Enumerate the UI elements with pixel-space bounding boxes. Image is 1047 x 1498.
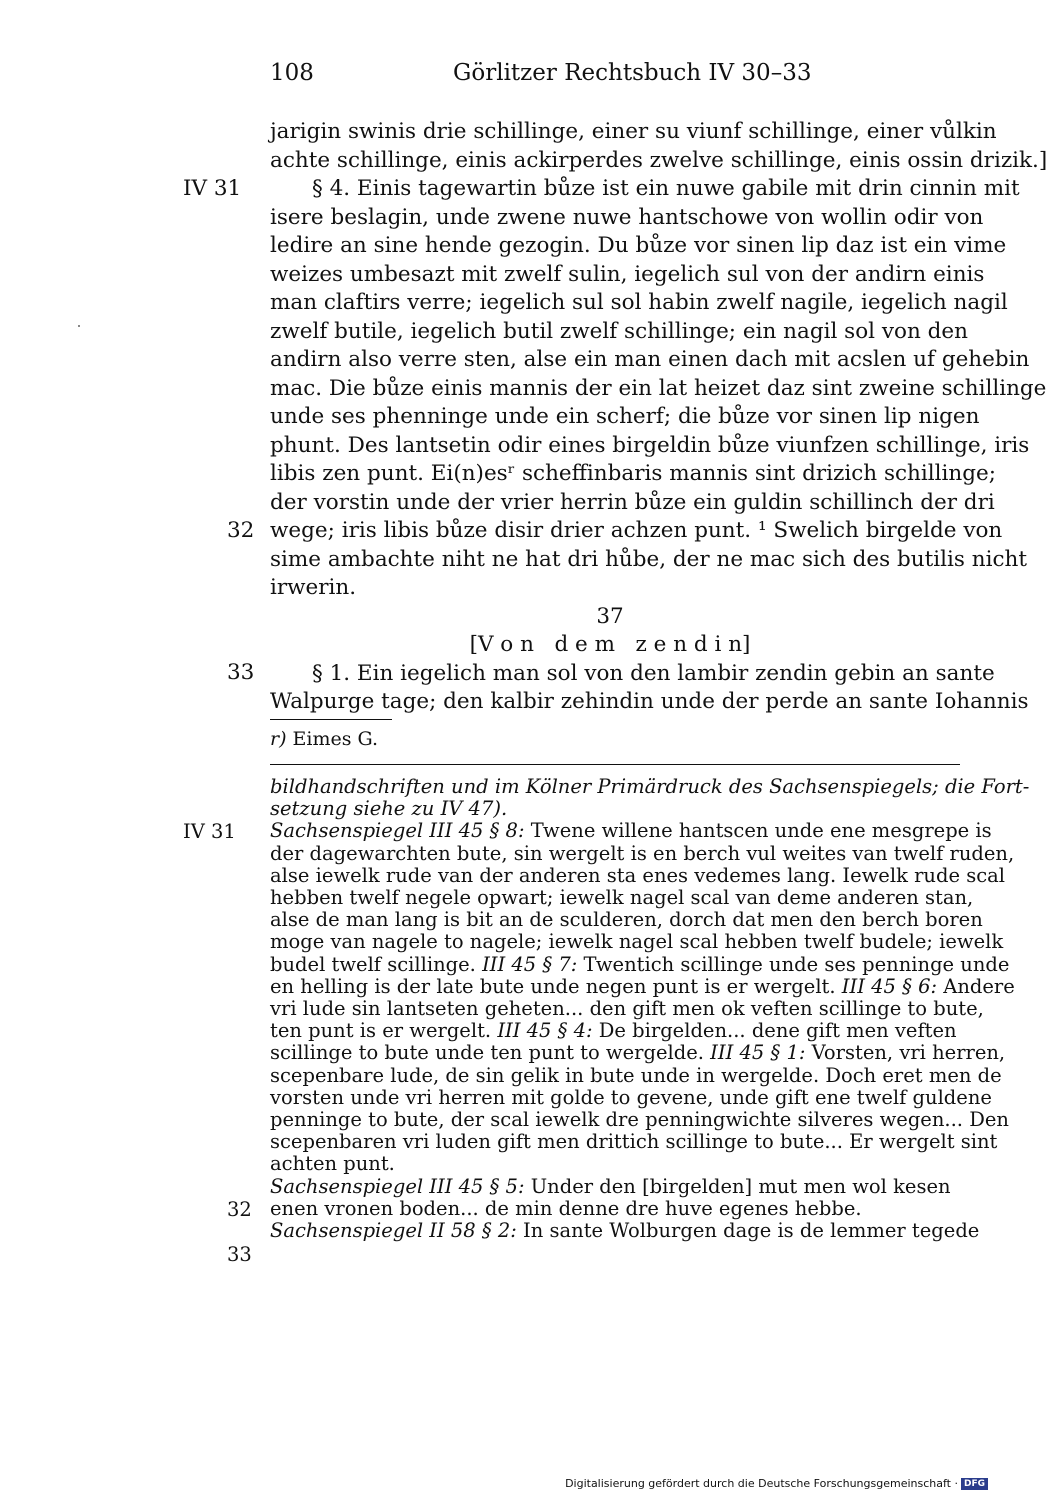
source-ref: Sachsenspiegel II 58 § 2: [270, 1219, 517, 1243]
margin-ref-iv31: IV 31 [183, 176, 242, 201]
footnote-divider [270, 719, 392, 720]
source-ref: III 45 § 6: [841, 974, 938, 998]
commentary-line: vorsten unde vri herren mit golde to gevene, unde gift ene twelf guldene [270, 1085, 992, 1109]
page-number: 108 [270, 60, 314, 86]
commentary-ref-iv31: IV 31 [183, 820, 236, 843]
source-ref: Sachsenspiegel III 45 § 8: [270, 819, 525, 843]
main-line: man claftirs verre; iegelich sul sol habin zwelf nagile, iegelich nagil [270, 290, 1008, 315]
source-ref: III 45 § 4: [497, 1019, 593, 1043]
running-title: Görlitzer Rechtsbuch IV 30–33 [453, 60, 812, 86]
source-ref: Sachsenspiegel III 45 § 5: [270, 1174, 525, 1198]
page-header [270, 60, 950, 94]
main-line: sime ambachte niht ne hat dri hůbe, der ne mac sich des butilis nicht [270, 546, 1027, 572]
commentary-line: alse de man lang is bit an de sculderen, dorch dat men den berch boren [270, 908, 983, 932]
source-ref: III 45 § 7: [482, 952, 578, 976]
dfg-logo: DFG [961, 1478, 988, 1490]
commentary-line: Sachsenspiegel II 58 § 2: In sante Wolburgen dage is de lemmer tegede [270, 1219, 980, 1243]
commentary-line: budel twelf scillinge. III 45 § 7: Twentich scillinge unde ses penninge unde [270, 952, 1010, 976]
commentary-ref-33: 33 [227, 1243, 252, 1266]
main-line: isere beslagin, unde zwene nuwe hantschowe von wollin odir von [270, 204, 984, 230]
main-line: mac. Die bůze einis mannis der ein lat heizet daz sint zweine schillinge [270, 375, 1047, 401]
main-line: wege; iris libis bůze disir drier achzen punt. ¹ Swelich birgelde von [270, 518, 1003, 543]
commentary-line: bildhandschriften und im Kölner Primärdruck des Sachsenspiegels; die Fort- [270, 775, 1030, 798]
margin-ref-33: 33 [227, 660, 255, 685]
commentary-ref-32: 32 [227, 1198, 252, 1221]
main-line: phunt. Des lantsetin odir eines birgeldin bůze viunfzen schillinge, iris [270, 432, 1030, 458]
commentary-line: setzung siehe zu IV 47). [270, 797, 508, 821]
digitization-credit [565, 1477, 988, 1490]
main-line: der vorstin unde der vrier herrin bůze ein guldin schillinch der dri [270, 489, 995, 515]
scan-speck [78, 325, 80, 327]
main-line: Walpurge tage; den kalbir zehindin unde der perde an sante Iohannis [270, 689, 1029, 714]
main-line: unde ses phenninge unde ein scherf; die bůze vor sinen lip nigen [270, 404, 980, 429]
main-line: § 4. Einis tagewartin bůze ist ein nuwe gabile mit drin cinnin mit [312, 176, 1020, 201]
commentary-line: der dagewarchten bute, sin wergelt is en berch vul weites van twelf ruden, [270, 841, 1015, 865]
commentary-line: enen vronen boden... de min denne dre huve egenes hebbe. [270, 1196, 862, 1220]
commentary-line: ten punt is er wergelt. III 45 § 4: De birgelden... dene gift men veften [270, 1019, 957, 1043]
main-line: andirn also verre sten, alse ein man einen dach mit acslen uf gehebin [270, 347, 1030, 372]
commentary-divider [270, 764, 960, 765]
main-line: weizes umbesazt mit zwelf sulin, iegelich sul von der andirn einis [270, 261, 985, 287]
commentary-line: Sachsenspiegel III 45 § 8: Twene willene hantscen unde ene mesgrepe is [270, 819, 992, 843]
commentary-line: alse iewelk rude van der anderen sta enes vedemes lang. Iewelk rude scal [270, 863, 1005, 887]
main-line: jarigin swinis drie schillinge, einer su viunf schillinge, einer vůlkin [270, 119, 997, 144]
commentary-line: Sachsenspiegel III 45 § 5: Under den [birgelden] mut men wol kesen [270, 1174, 951, 1198]
credit-text: Digitalisierung gefördert durch die Deutsche Forschungsgemeinschaft · [565, 1477, 958, 1490]
commentary-line: scepenbaren vri luden gift men drittich scillinge to bute... Er wergelt sint [270, 1130, 998, 1154]
commentary-line: hebben twelf negele opwart; iewelk nagel scal van deme anderen stan, [270, 886, 974, 910]
main-line: zwelf butile, iegelich butil zwelf schillinge; ein nagil sol von den [270, 318, 968, 344]
commentary-line: vri lude sin lantseten geheten... den gift men ok veften scillinge to bute, [270, 997, 984, 1021]
commentary-line: scillinge to bute unde ten punt to wergelde. III 45 § 1: Vorsten, vri herren, [270, 1041, 1006, 1065]
commentary-block [270, 775, 1030, 1243]
commentary-line: penninge to bute, der scal iewelk dre penningwichte silveres wegen... Den [270, 1108, 1009, 1132]
main-text [270, 118, 1047, 717]
source-ref: III 45 § 1: [710, 1041, 806, 1065]
chapter-number: 37 [596, 603, 624, 629]
commentary-line: moge van nagele to nagele; iewelk nagel scal hebben twelf budele; iewelk [270, 930, 1004, 954]
main-line: § 1. Ein iegelich man sol von den lambir zendin gebin an sante [312, 660, 995, 686]
main-line: achte schillinge, einis ackirperdes zwelve schillinge, einis ossin drizik.] [270, 147, 1047, 173]
main-line: libis zen punt. Ei(n)esʳ scheffinbaris mannis sint drizich schillinge; [270, 461, 996, 486]
footnote [270, 728, 378, 750]
footnote-text: Eimes G. [292, 728, 379, 750]
chapter-title: [V o n d e m z e n d i n] [469, 632, 751, 657]
commentary-line: scepenbare lude, de sin gelik in bute unde in wergelde. Doch eret men de [270, 1063, 1002, 1087]
footnote-marker: r) [270, 728, 287, 750]
margin-ref-32: 32 [227, 518, 255, 543]
commentary-line: en helling is der late bute unde negen punt is er wergelt. III 45 § 6: Andere [270, 974, 1015, 998]
commentary-line: achten punt. [270, 1152, 395, 1176]
main-line: irwerin. [270, 575, 357, 600]
main-line: ledire an sine hende gezogin. Du bůze vor sinen lip daz ist ein vime [270, 233, 1007, 258]
